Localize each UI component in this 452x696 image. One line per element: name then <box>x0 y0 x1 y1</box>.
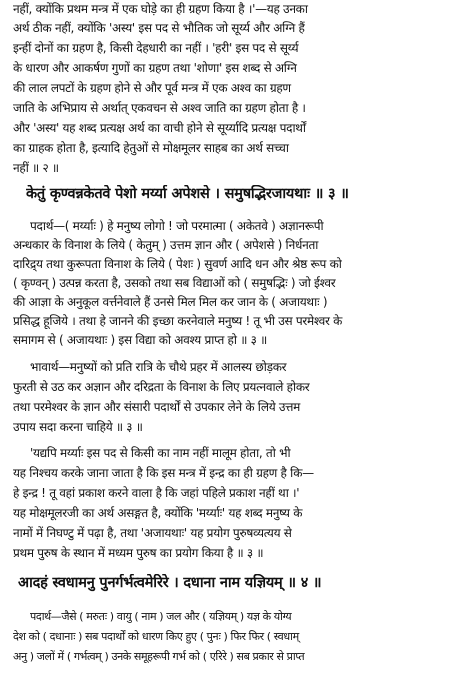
padarth-line: देश को ( दधानाः ) सब पदार्थों को धारण किए हुए ( पुनः ) फिर फिर ( स्वधाम् <box>13 630 299 643</box>
bhavarth-line: तथा परमेश्वर के ज्ञान और संसारी पदार्थों से उपकार लेने के लिये उत्तम <box>13 400 301 414</box>
text-line: इन्हीं दोनों का ग्रहण है, किसी देहधारी का नहीं । 'हरी' इस पद से सूर्य्य <box>13 41 299 55</box>
padarth-line: समागम से ( अजायथाः ) इस विद्या को अवश्य प्राप्त हो ॥ ३ ॥ <box>13 333 267 347</box>
bhavarth-line: फुरती से उठ कर अज्ञान और दरिद्रता के विनाश के लिए प्रयत्नवाले होकर <box>13 380 310 394</box>
text-line: नहीं, क्योंकि प्रथम मन्त्र में एक घोड़े का ही ग्रहण किया है ।'—यह उनका <box>13 2 308 16</box>
text-line: की लाल लपटों के ग्रहण होने से और पूर्व मन्त्र में एक अश्व का ग्रहण <box>13 81 291 95</box>
bhavarth-line: उपाय सदा करना चाहिये ॥ ३ ॥ <box>13 420 143 434</box>
commentary-line: हे इन्द्र ! तू वहां प्रकाश करने वाला है कि जहां पहिले प्रकाश नहीं था ।' <box>13 486 300 500</box>
text-line: का ग्राहक होता है, इत्यादि हेतुओं से मोक्षमूलर साहब का अर्थ सच्चा <box>13 141 289 155</box>
text-line: अर्थ ठीक नहीं, क्योंकि 'अस्य' इस पद से भौतिक जो सूर्य्य और अग्नि हैं <box>13 21 305 35</box>
text-line: नहीं ॥ २ ॥ <box>13 161 59 175</box>
text-line: और 'अस्य' यह शब्द प्रत्यक्ष अर्थ का वाची होने से सूर्य्यादि प्रत्यक्ष पदार्थों <box>13 121 306 135</box>
text-line: के धारण और आकर्षण गुणों का ग्रहण तथा 'शोणा' इस शब्द से अग्नि <box>13 61 297 75</box>
padarth-line: अन्धकार के विनाश के लिये ( केतुम् ) उत्तम ज्ञान और ( अपेशसे ) निर्धनता <box>13 238 319 252</box>
commentary-line: यह निश्चय करके जाना जाता है कि इस मन्त्र में इन्द्र का ही ग्रहण है कि— <box>13 466 314 480</box>
text-line: जाति के अभिप्राय से अर्थात् एकवचन से अश्व जाति का ग्रहण होता है । <box>13 101 306 115</box>
commentary-line: 'यद्यपि मर्य्याः इस पद से किसी का नाम नहीं मालूम होता, तो भी <box>30 446 291 460</box>
mantra-verse-3: केतुं कृण्वन्नकेतवे पेशो मर्य्या अपेशसे । समुषद्भिरजायथाः ॥ ३ ॥ <box>26 185 349 202</box>
commentary-line: नामों में निघण्टु में पढ़ा है, तथा 'अजायथाः' यह प्रयोग पुरुषव्यत्यय से <box>13 526 292 540</box>
padarth-line: अनु ) जलों में ( गर्भत्वम् ) उनके समूहरूपी गर्भ को ( एरिरे ) सब प्रकार से प्राप्त <box>13 650 305 663</box>
commentary-line: प्रथम पुरुष के स्थान में मध्यम पुरुष का प्रयोग किया है ॥ ३ ॥ <box>13 546 264 560</box>
bhavarth-line: भावार्थ—मनुष्यों को प्रति रात्रि के चौथे प्रहर में आलस्य छोड़कर <box>30 360 287 374</box>
padarth-line: प्रसिद्ध हूजिये । तथा हे जानने की इच्छा करनेवाले मनुष्य ! तू भी उस परमेश्वर के <box>13 314 343 328</box>
commentary-line: यह मोक्षमूलरजी का अर्थ असङ्गत है, क्योंकि 'मर्य्याः' यह शब्द मनुष्य के <box>13 506 303 520</box>
padarth-line: की आज्ञा के अनुकूल वर्त्तनेवाले हैं उनसे मिल मिल कर जान के ( अजायथाः ) <box>13 295 328 309</box>
padarth-line: दारिद्र्य तथा कुरूपता विनाश के लिये ( पेशः ) सुवर्ण आदि धन और श्रेष्ठ रूप को <box>13 257 342 271</box>
mantra-verse-4: आदहं स्वधामनु पुनर्गर्भत्वमेरिरे । दधाना नाम यज्ञियम् ॥ ४ ॥ <box>18 574 322 591</box>
padarth-line: ( कृण्वन् ) उत्पन्न करता है, उसको तथा सब विद्याओं को ( समुषद्भिः ) जो ईश्वर <box>13 276 336 290</box>
padarth-line: पदार्थ—जैसे ( मरुतः ) वायु ( नाम ) जल और ( यज्ञियम् ) यज्ञ के योग्य <box>30 610 292 623</box>
padarth-line: पदार्थ—( मर्य्याः ) हे मनुष्य लोगो ! जो परमात्मा ( अकेतवे ) अज्ञानरूपी <box>30 219 324 233</box>
